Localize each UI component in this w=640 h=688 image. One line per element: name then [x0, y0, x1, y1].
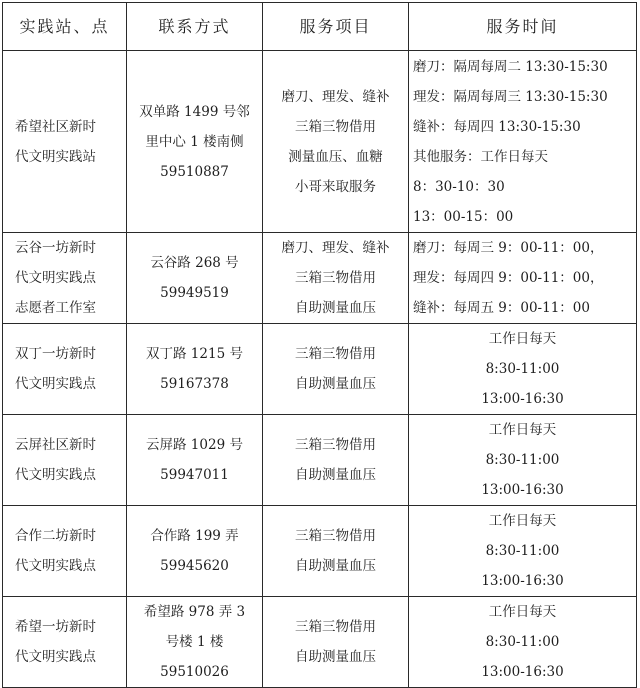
service-line: 磨刀、理发、缝补 — [281, 240, 390, 256]
station-name-line: 代文明实践点 — [15, 649, 96, 665]
contact-cell — [127, 597, 263, 688]
service-line: 磨刀、理发、缝补 — [281, 88, 390, 105]
service-line: 三箱三物借用 — [295, 619, 376, 635]
hours-line: 理发：每周四 9：00-11：00， — [413, 270, 604, 286]
station-name-line: 代文明实践点 — [15, 376, 96, 392]
hours-line: 工作日每天 — [488, 513, 557, 529]
contact-line: 59510887 — [160, 163, 229, 180]
service-line: 测量血压、血糖 — [288, 148, 383, 165]
station-name-cell — [3, 415, 127, 506]
service-schedule-table — [2, 2, 637, 688]
services-cell — [263, 324, 409, 415]
hours-line: 缝补：每周四 13:30-15:30 — [413, 118, 581, 135]
hours-line: 8：30-10：30 — [413, 178, 505, 195]
hours-line: 缝补：每周五 9：00-11：00 — [413, 300, 590, 316]
station-name-cell — [3, 233, 127, 324]
header-services: 服务项目 — [263, 3, 409, 51]
hours-line: 磨刀：每周三 9：00-11：00， — [413, 240, 604, 256]
contact-cell — [127, 324, 263, 415]
service-line: 自助测量血压 — [295, 467, 376, 483]
hours-line: 8:30-11:00 — [485, 452, 560, 468]
contact-line: 云谷路 268 号 — [150, 255, 239, 271]
contact-line: 59947011 — [160, 467, 229, 483]
contact-cell — [127, 415, 263, 506]
station-name-line: 云屏社区新时 — [15, 437, 96, 453]
station-name-line: 代文明实践点 — [15, 558, 96, 574]
contact-line: 59510026 — [160, 664, 229, 680]
hours-line: 工作日每天 — [488, 604, 557, 620]
hours-line: 工作日每天 — [488, 331, 557, 347]
hours-line: 磨刀：隔周每周二 13:30-15:30 — [413, 58, 608, 75]
station-name-line: 代文明实践站 — [15, 148, 96, 165]
contact-line: 云屏路 1029 号 — [146, 437, 243, 453]
contact-line: 双单路 1499 号邻 — [139, 103, 250, 120]
header-row — [3, 3, 637, 51]
hours-line: 8:30-11:00 — [485, 634, 560, 650]
station-name-line: 云谷一坊新时 — [15, 240, 96, 256]
contact-cell — [127, 51, 263, 233]
service-line: 三箱三物借用 — [295, 118, 376, 135]
hours-line: 13:00-16:30 — [481, 664, 564, 680]
contact-line: 59945620 — [160, 558, 229, 574]
station-name-line: 希望一坊新时 — [15, 619, 96, 635]
station-name-cell — [3, 324, 127, 415]
header-hours: 服务时间 — [409, 3, 637, 51]
table-row — [3, 51, 637, 233]
services-cell — [263, 51, 409, 233]
contact-line: 59949519 — [160, 285, 229, 301]
station-name-cell — [3, 506, 127, 597]
service-line: 三箱三物借用 — [295, 270, 376, 286]
contact-cell — [127, 233, 263, 324]
service-line: 小哥来取服务 — [295, 178, 376, 195]
hours-line: 13:00-16:30 — [481, 391, 564, 407]
table-row — [3, 597, 637, 688]
header-contact: 联系方式 — [127, 3, 263, 51]
contact-line: 希望路 978 弄 3 — [143, 604, 246, 620]
hours-cell — [409, 415, 637, 506]
hours-line: 13:00-16:30 — [481, 482, 564, 498]
contact-cell — [127, 506, 263, 597]
station-name-line: 代文明实践点 — [15, 270, 96, 286]
table-row — [3, 233, 637, 324]
station-name-line: 合作二坊新时 — [15, 528, 96, 544]
services-cell — [263, 233, 409, 324]
hours-cell — [409, 597, 637, 688]
hours-line: 其他服务：工作日每天 — [413, 148, 548, 165]
contact-line: 里中心 1 楼南侧 — [145, 133, 244, 150]
station-name-line: 希望社区新时 — [15, 118, 96, 135]
hours-cell — [409, 233, 637, 324]
services-cell — [263, 506, 409, 597]
service-line: 自助测量血压 — [295, 649, 376, 665]
services-cell — [263, 415, 409, 506]
station-name-cell — [3, 51, 127, 233]
service-line: 自助测量血压 — [295, 558, 376, 574]
service-line: 三箱三物借用 — [295, 528, 376, 544]
services-cell — [263, 597, 409, 688]
hours-cell — [409, 324, 637, 415]
station-name-line: 双丁一坊新时 — [15, 346, 96, 362]
header-station: 实践站、点 — [3, 3, 127, 51]
table-row — [3, 324, 637, 415]
service-line: 三箱三物借用 — [295, 346, 376, 362]
hours-line: 13:00-16:30 — [481, 573, 564, 589]
station-name-cell — [3, 597, 127, 688]
service-line: 自助测量血压 — [295, 300, 376, 316]
table-row — [3, 506, 637, 597]
hours-cell — [409, 51, 637, 233]
hours-line: 8:30-11:00 — [485, 543, 560, 559]
service-line: 三箱三物借用 — [295, 437, 376, 453]
contact-line: 合作路 199 弄 — [150, 528, 239, 544]
hours-line: 工作日每天 — [488, 422, 557, 438]
table-row — [3, 415, 637, 506]
hours-line: 理发：隔周每周三 13:30-15:30 — [413, 88, 608, 105]
contact-line: 双丁路 1215 号 — [146, 346, 243, 362]
station-name-line: 志愿者工作室 — [15, 300, 96, 316]
hours-cell — [409, 506, 637, 597]
hours-line: 13：00-15：00 — [413, 208, 514, 225]
station-name-line: 代文明实践点 — [15, 467, 96, 483]
hours-line: 8:30-11:00 — [485, 361, 560, 377]
contact-line: 59167378 — [160, 376, 229, 392]
contact-line: 号楼 1 楼 — [165, 634, 224, 650]
service-line: 自助测量血压 — [295, 376, 376, 392]
